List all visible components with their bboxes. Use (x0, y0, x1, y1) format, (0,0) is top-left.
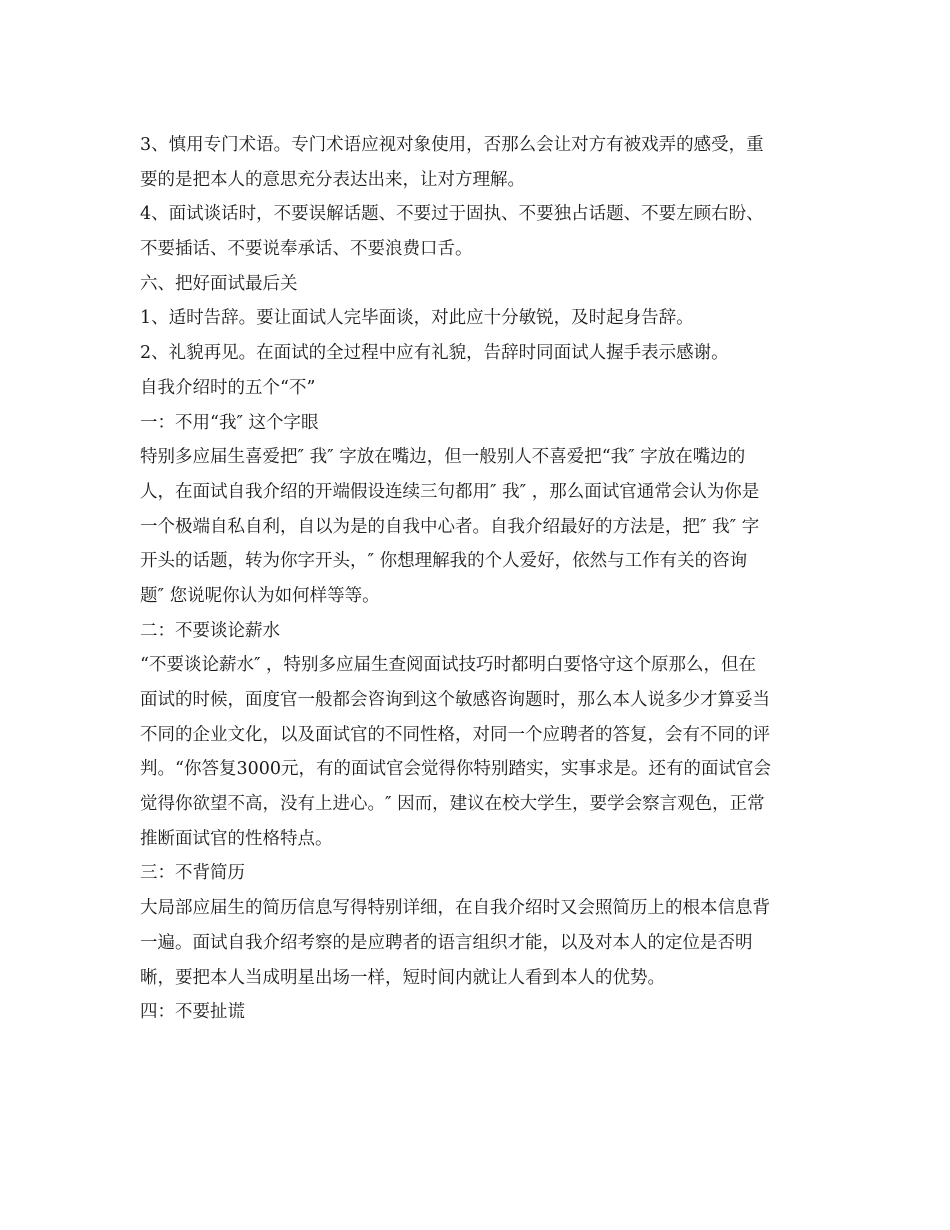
text-line: 开头的话题，转为你字开头，″ 你想理解我的个人爱好，依然与工作有关的咨询 (140, 551, 748, 572)
text-line: 要的是把本人的意思充分表达出来，让对方理解。 (140, 169, 525, 190)
subsection-heading: 二：不要谈论薪水 (140, 620, 280, 641)
text-line: 判。“你答复3000元，有的面试官会觉得你特别踏实，实事求是。还有的面试官会 (140, 759, 771, 780)
text-line: 推断面试官的性格特点。 (140, 828, 333, 849)
text-line: 觉得你欲望不高，没有上进心。″ 因而，建议在校大学生，要学会察言观色，正常 (140, 794, 765, 815)
text-line: 题″ 您说呢你认为如何样等等。 (140, 585, 380, 606)
text-line: 晰，要把本人当成明星出场一样，短时间内就让人看到本人的优势。 (140, 967, 665, 988)
text-line: 一遍。面试自我介绍考察的是应聘者的语言组织才能，以及对本人的定位是否明 (140, 932, 753, 953)
text-line: 2、礼貌再见。在面试的全过程中应有礼貌，告辞时同面试人握手表示感谢。 (140, 343, 729, 364)
section-heading: 六、把好面试最后关 (140, 273, 298, 294)
subsection-heading: 一：不用“我″ 这个字眼 (140, 412, 319, 433)
text-line: 3、慎用专门术语。专门术语应视对象使用，否那么会让对方有被戏弄的感受，重 (140, 135, 764, 155)
subsection-heading: 三：不背简历 (140, 863, 245, 884)
text-line: 不同的企业文化，以及面试官的不同性格，对同一个应聘者的答复，会有不同的评 (140, 724, 770, 745)
text-line: 人，在面试自我介绍的开端假设连续三句都用″ 我″ ，那么面试官通常会认为你是 (140, 481, 760, 502)
text-line: 不要插话、不要说奉承话、不要浪费口舌。 (140, 239, 473, 260)
text-line: 一个极端自私自利，自以为是的自我中心者。自我介绍最好的方法是，把″ 我″ 字 (140, 516, 760, 537)
section-heading: 自我介绍时的五个“不” (140, 377, 316, 398)
text-line: “不要谈论薪水″ ，特别多应届生查阅面试技巧时都明白要恪守这个原那么，但在 (140, 655, 757, 676)
text-line: 大局部应届生的简历信息写得特别详细，在自我介绍时又会照简历上的根本信息背 (140, 898, 770, 919)
subsection-heading: 四：不要扯谎 (140, 1002, 245, 1023)
text-line: 1、适时告辞。要让面试人完毕面谈，对此应十分敏锐，及时起身告辞。 (140, 308, 694, 329)
document-body (140, 128, 820, 1030)
text-line: 面试的时候，面度官一般都会咨询到这个敏感咨询题时，那么本人说多少才算妥当 (140, 690, 770, 710)
text-line: 特别多应届生喜爱把″ 我″ 字放在嘴边，但一般别人不喜爱把“我″ 字放在嘴边的 (140, 447, 746, 468)
text-line: 4、面试谈话时，不要误解话题、不要过于固执、不要独占话题、不要左顾右盼、 (140, 204, 764, 225)
